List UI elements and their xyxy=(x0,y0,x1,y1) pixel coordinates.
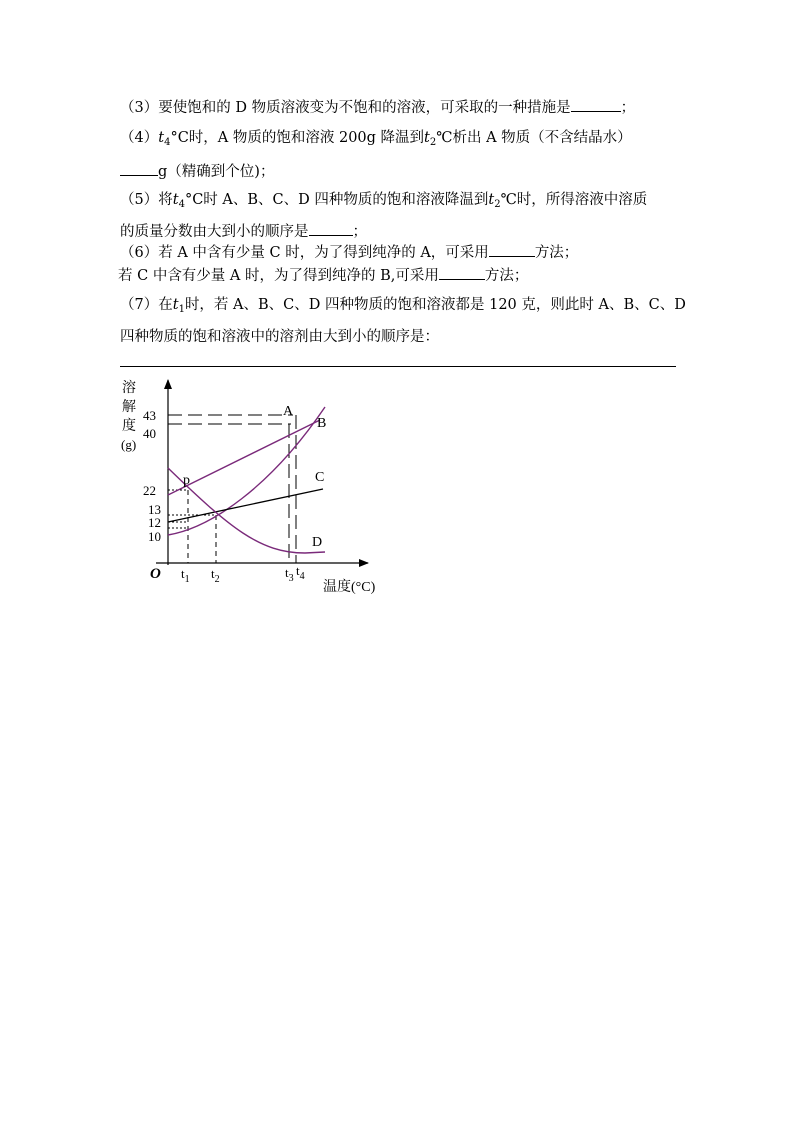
series-label-a: A xyxy=(283,404,294,419)
series-label-c: C xyxy=(315,470,325,485)
question-5-line-1: （5）将$t_4^\circ C$时 A、B、C、D 四种物质的饱和溶液降温到$t_2℃$时，所得溶液中溶质 xyxy=(120,192,648,210)
y-tick-label: 40 xyxy=(143,426,156,441)
y-label-char: 度 xyxy=(122,419,136,434)
series-label-d: D xyxy=(312,535,323,550)
y-label-char: 解 xyxy=(122,400,136,415)
curve-b xyxy=(168,420,320,495)
question-4-line-2: g（精确到个位)； xyxy=(120,160,274,182)
question-5-line-2: 的质量分数由大到小的顺序是 ； xyxy=(120,220,367,242)
curve-d xyxy=(168,468,325,553)
y-tick-label: 22 xyxy=(143,483,156,498)
series-label-b: B xyxy=(317,416,327,431)
x-axis-label: 温度(°C) xyxy=(323,580,376,595)
x-tick-label: $t_3$ xyxy=(285,565,294,584)
point-label-p: p xyxy=(183,473,190,488)
question-7-line-1: （7）在$t_1$时，若 A、B、C、D 四种物质的饱和溶液都是 120 克，则此时 A、B、C、D xyxy=(120,297,686,315)
x-tick-label: $t_1$ xyxy=(181,566,190,585)
answer-blank[interactable] xyxy=(571,96,621,112)
x-tick-label: $t_2$ xyxy=(211,566,220,585)
y-tick-label: 10 xyxy=(148,529,161,544)
curve-c xyxy=(168,489,323,522)
question-6-line-1: （6）若 A 中含有少量 C 时，为了得到纯净的 A，可采用 方法； xyxy=(120,241,578,263)
y-tick-label: 43 xyxy=(143,408,156,423)
solubility-chart xyxy=(110,378,400,598)
y-label-char: (g) xyxy=(121,437,137,452)
curve-a xyxy=(168,407,325,535)
answer-blank[interactable] xyxy=(120,160,158,176)
x-tick-label: $t_4$ xyxy=(296,563,305,582)
origin-label: O xyxy=(150,566,161,582)
question-6-line-2: 若 C 中含有少量 A 时，为了得到纯净的 B,可采用 方法； xyxy=(118,264,528,286)
guide-lines xyxy=(168,415,296,563)
y-label-char: 溶 xyxy=(122,381,136,396)
divider-line xyxy=(120,366,676,367)
answer-blank[interactable] xyxy=(439,264,485,280)
question-4-line-1: $(4)t_4^\circ C$时，A 物质的饱和溶液 200g 降温到$t_2℃$析出 A 物质（不含结晶水） xyxy=(120,130,632,148)
answer-blank[interactable] xyxy=(489,241,535,257)
y-tick-label: 13 xyxy=(148,502,161,517)
answer-blank[interactable] xyxy=(309,220,353,236)
y-tick-label: 12 xyxy=(148,515,161,530)
question-3: （3）要使饱和的 D 物质溶液变为不饱和的溶液，可采取的一种措施是 ； xyxy=(120,96,635,118)
question-7-line-2: 四种物质的饱和溶液中的溶剂由大到小的顺序是： xyxy=(120,329,439,345)
